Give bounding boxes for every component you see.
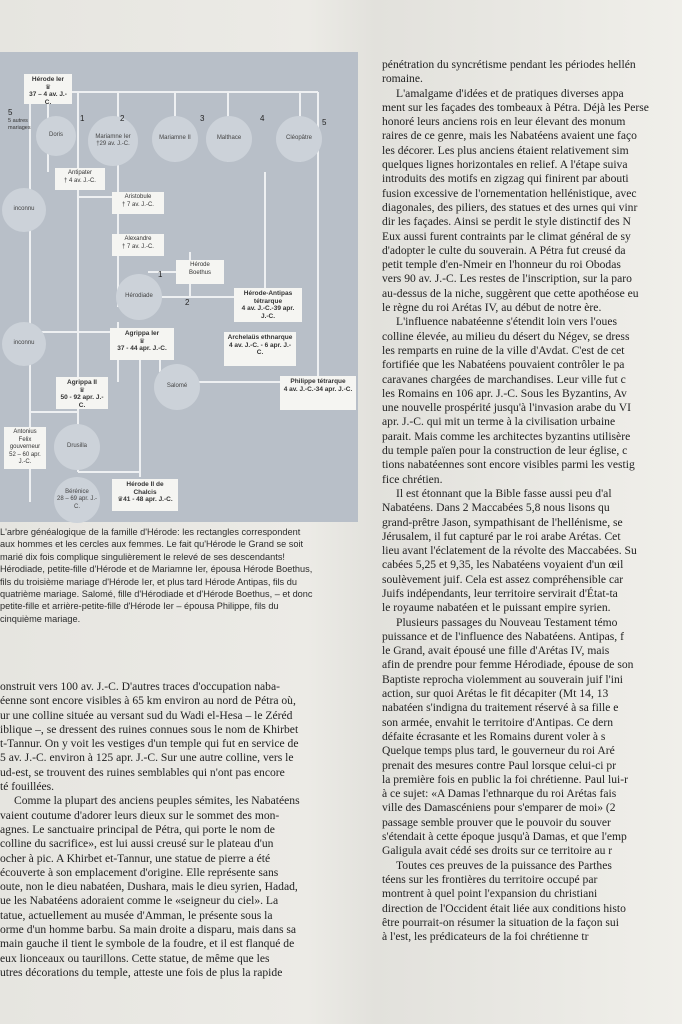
- text-line: L'influence nabatéenne s'étendit loin vers l'oues: [396, 315, 617, 329]
- agrippa-ii-label: Agrippa II: [67, 379, 97, 386]
- text-line: Comme la plupart des anciens peuples sémites, les Nabatéens: [14, 794, 300, 808]
- marriage-number: 1: [80, 114, 85, 123]
- crown-icon: ♛: [45, 83, 51, 91]
- caption-line: quatrième mariage. Salomé, fille d'Hérodiade et d'Hérode Boethus, – et donc: [0, 589, 313, 600]
- doris-label: Doris: [48, 132, 63, 139]
- text-line: vers 90 av. J.-C. Les restes de l'inscription, sur la paro: [382, 272, 632, 286]
- text-line: quelques lignes horizontales en relief. A l'étape suiva: [382, 158, 628, 172]
- circle-salome: [154, 364, 200, 410]
- text-line: d'adopter le culte du souverain. A Pétra fut creusé da: [382, 243, 626, 257]
- box-antonius-felix: [4, 427, 46, 469]
- caption-line: aux hommes et les cercles aux femmes. Le fait qu'Hérode le Grand se soit: [0, 539, 304, 550]
- text-line: eux lionceaux ou taurillons. Cette statue, de même que les: [0, 951, 270, 965]
- alexandre-dates: 7 av. J.-C.: [127, 243, 154, 250]
- text-line: pénétration du syncrétisme pendant les périodes hellén: [382, 58, 636, 71]
- antipater-label: Antipater: [67, 170, 92, 176]
- marriage-number: 5: [322, 118, 327, 127]
- drusilla-label: Drusilla: [66, 443, 87, 450]
- box-herode-ier: [24, 74, 72, 104]
- box-herode-boethus: [176, 260, 224, 284]
- text-line: être pourrait-on résumer la situation de la façon sui: [382, 915, 619, 929]
- text-line: lieu avant l'éclatement de la révolte des Maccabées. Su: [382, 544, 637, 558]
- caption-line: petite-fille et arrière-petite-fille d'Hérode Ier – épousa Philippe, fils du: [0, 601, 279, 612]
- cross-icon: †: [122, 201, 126, 208]
- text-line: petit temple d'en-Nmeir en l'honneur du roi Obodas: [382, 258, 621, 272]
- cross-icon: †: [96, 141, 100, 147]
- text-line: grand-prêtre Jason, sympathisant de l'hellénisme, se: [382, 515, 623, 529]
- text-line: Nabatéens. Dans 2 Maccabées 5,8 nous lisons qu: [382, 501, 610, 515]
- caption-line: fils du troisième mariage d'Hérode Ier, et plus tard Hérode Antipas, fils du: [0, 576, 297, 587]
- text-line: romaine.: [382, 72, 423, 86]
- text-line: utres décorations du temple, atteste une fois de plus la rapide: [0, 965, 283, 979]
- box-aristobule: [112, 192, 164, 214]
- box-archelaus: [224, 332, 296, 366]
- text-line: Juifs indépendants, leur territoire servirait d'État-ta: [382, 586, 618, 600]
- circle-drusilla: [54, 424, 100, 470]
- inconnu-label: inconnu: [13, 206, 35, 213]
- text-line: le règne du roi Arétas IV, au début de notre ère.: [382, 301, 602, 315]
- text-line: défaite écrasante et les Romains durent voler à s: [382, 729, 606, 743]
- text-line: agnes. Le sanctuaire principal de Pétra, qui porte le nom de: [0, 822, 275, 836]
- right-text-column: [382, 58, 682, 944]
- text-line: Il est étonnant que la Bible fasse aussi peu d'al: [396, 486, 612, 500]
- caption-line: cinquième mariage.: [0, 613, 81, 624]
- text-line: à ce sujet: «A Damas l'ethnarque du roi Arétas fais: [382, 787, 617, 801]
- text-line: Jérusalem, il fut capturé par le roi arabe Arétas. Cet: [382, 529, 621, 543]
- text-line: ue les Nabatéens adoraient comme le «seigneur du ciel». La: [0, 894, 279, 908]
- text-line: té fouillées.: [0, 780, 55, 794]
- text-line: les remparts en ruine de la ville d'Avdat. C'est de cet: [382, 343, 625, 357]
- text-line: iblique –, se dressent des ruines connues sous le nom de Khirbet: [0, 722, 299, 736]
- text-line: fusion excessive de l'ornementation hellénistique, avec: [382, 186, 637, 200]
- text-line: oute, non le dieu nabatéen, Dushara, mais le dieu syrien, Hadad,: [0, 880, 298, 894]
- text-line: L'amalgame d'idées et de pratiques diverses appa: [396, 86, 624, 100]
- text-line: du temple païen pour la construction de leur église, c: [382, 444, 628, 458]
- herode-ii-dates: 41 - 48 apr. J.-C.: [123, 496, 173, 503]
- inconnu-label: inconnu: [13, 340, 35, 347]
- crown-icon: ♛: [79, 386, 85, 394]
- herode-ier-dates: 37 – 4 av. J.-C.: [29, 91, 67, 106]
- text-line: Plusieurs passages du Nouveau Testament témo: [396, 615, 618, 629]
- herodiade-label: Hérodiade: [125, 293, 153, 300]
- box-agrippa-i: [110, 328, 174, 360]
- text-line: raires de ce genre, mais les Nabatéens avaient une faço: [382, 129, 637, 143]
- herode-ii-label: Hérode II de Chalcis: [126, 481, 164, 496]
- text-line: honoré leurs anciens rois en leur élevant des monum: [382, 115, 626, 129]
- text-line: montrent à quel point l'expansion du christiani: [382, 887, 598, 901]
- text-line: ocher à pic. A Khirbet et-Tannur, une statue de pierre a été: [0, 851, 271, 865]
- text-line: ur une colline située au versant sud du Wadi el-Hesa – le Zéréd: [0, 708, 293, 722]
- box-antipater: [55, 168, 105, 190]
- caption-line: Hérodiade, petite-fille d'Hérode et de Mariamne Ier, épousa Hérode Boethus,: [0, 564, 313, 575]
- text-line: action, sur quoi Arétas le fit décapiter (Mt 14, 13: [382, 687, 609, 701]
- philippe-dates: 4 av. J.-C.-34 apr. J.-C.: [283, 385, 353, 393]
- herode-ier-label: Hérode Ier: [31, 76, 65, 83]
- text-line: vaient coutume d'adorer leurs dieux sur le sommet des mon-: [0, 808, 280, 822]
- herode-boethus-label: Hérode Boethus: [188, 262, 212, 276]
- salome-label: Salomé: [166, 383, 188, 390]
- text-line: son armée, envahit le territoire d'Antipas. Ce dern: [382, 715, 613, 729]
- text-line: le royaume nabatéen et le puissant empire syrien.: [382, 601, 611, 615]
- marriage-number: 2: [120, 114, 125, 123]
- box-agrippa-ii: [56, 377, 108, 409]
- text-line: parait. Mais comme les architectes byzantins utilisère: [382, 429, 631, 443]
- text-line: colline élevée, au milieu du désert du Négev, se dress: [382, 329, 630, 343]
- text-line: le Grand, avait épousé une fille d'Arétas IV, mais: [382, 644, 610, 658]
- agrippa-ii-dates: 50 - 92 apr. J.-C.: [60, 394, 104, 409]
- other-marriages-note: 5 autres mariages: [8, 118, 31, 131]
- antipater-dates: 4 av. J.-C.: [69, 177, 96, 184]
- berenice-label: Bérénice: [65, 488, 89, 495]
- circle-mariamne-ii: [152, 116, 198, 162]
- agrippa-i-label: Agrippa Ier: [124, 330, 160, 337]
- aristobule-label: Aristobule: [124, 194, 152, 200]
- text-line: cabées 5,25 et 9,35, les Nabatéens voyaient d'un œil: [382, 558, 624, 572]
- antonius-label: Antonius Felix gouverneur: [9, 429, 41, 450]
- text-line: Eux aussi furent contraints par le climat général de sy: [382, 229, 631, 243]
- text-line: téens sur les frontières du territoire occupé par: [382, 872, 598, 886]
- text-line: les décorer. Les plus anciens étaient relativement sim: [382, 143, 629, 157]
- text-line: Toutes ces preuves de la puissance des Parthes: [396, 858, 612, 872]
- box-herode-ii: [112, 479, 178, 511]
- text-line: fice chrétien.: [382, 472, 443, 486]
- text-line: onstruit vers 100 av. J.-C. D'autres traces d'occupation naba-: [0, 680, 280, 693]
- malthace-label: Malthace: [216, 135, 242, 142]
- text-line: s'étendait à cette époque jusqu'à Damas, et que l'emp: [382, 830, 627, 844]
- cleopatre-label: Cléopâtre: [285, 135, 312, 142]
- text-line: afin de prendre pour femme Hérodiade, épouse de son: [382, 658, 634, 672]
- text-line: éenne sont encore visibles à 65 km environ au nord de Pétra où,: [0, 694, 296, 708]
- circle-doris: [36, 116, 76, 156]
- box-herode-antipas: [234, 288, 302, 322]
- text-line: ment sur les façades des tombeaux à Pétra. Déjà les Perse: [382, 100, 649, 114]
- text-line: fortifiée que les Nabatéens pouvaient contrôler le pa: [382, 358, 625, 372]
- circle-malthace: [206, 116, 252, 162]
- text-line: à l'est, les prédicateurs de la foi chrétienne tr: [382, 930, 589, 944]
- marriage-number: 3: [200, 114, 205, 123]
- text-line: tatue, actuellement au musée d'Amman, le présente sous la: [0, 908, 273, 922]
- text-line: Galigula avait cédé ses droits sur ce territoire au r: [382, 844, 613, 858]
- box-alexandre: [112, 234, 164, 256]
- circle-inconnu-2: [2, 322, 46, 366]
- mariamne-i-label: Mariamne Ier: [95, 133, 131, 140]
- text-line: prenait des mesures contre Paul lorsque celui-ci pr: [382, 758, 617, 772]
- circle-cleopatre: [276, 116, 322, 162]
- marriage-number: 1: [158, 270, 163, 279]
- alexandre-label: Alexandre: [124, 236, 152, 242]
- text-line: caravanes chargées de marchandises. Leur ville fut c: [382, 372, 626, 386]
- text-line: nabatéen s'indigna du traitement réservé à sa fille e: [382, 701, 619, 715]
- text-line: ville des Damascéniens pour s'emparer de moi» (2: [382, 801, 616, 815]
- circle-mariamne-i: [88, 116, 138, 166]
- philippe-label: Philippe tétrarque: [290, 378, 346, 385]
- circle-herodiade: [116, 274, 162, 320]
- figure-caption: [0, 526, 362, 625]
- text-line: orme d'un homme barbu. Sa main droite a disparu, mais dans sa: [0, 923, 297, 937]
- text-line: introduits des motifs en zigzag qui finirent par abouti: [382, 172, 629, 186]
- text-line: colline du sacrifice», est lui aussi creusé sur le plateau d'un: [0, 837, 274, 851]
- text-line: Quelque temps plus tard, le gouverneur du roi Aré: [382, 744, 615, 758]
- cross-icon: †: [64, 177, 68, 184]
- herode-antipas-label: Hérode-Antipas tétrarque: [243, 290, 293, 305]
- circle-berenice: [54, 477, 100, 523]
- text-line: passage semble prouver que le pouvoir du souver: [382, 815, 611, 829]
- text-line: direction de l'Occident était liée aux conditions histo: [382, 901, 626, 915]
- caption-line: L'arbre généalogique de la famille d'Hérode: les rectangles correspondent: [0, 527, 301, 537]
- text-line: tions nabatéennes sont encore visibles parmi les vestig: [382, 458, 635, 472]
- agrippa-i-dates: 37 - 44 apr. J.-C.: [117, 345, 167, 352]
- archelaus-dates: 4 av. J.-C. - 6 apr. J.-C.: [228, 341, 292, 356]
- crown-icon: ♛: [139, 337, 145, 345]
- box-philippe: [280, 376, 356, 410]
- mariamne-ii-label: Mariamne II: [159, 135, 191, 142]
- text-line: la première fois en public la foi chrétienne. Paul lui-r: [382, 772, 628, 786]
- text-line: une nouvelle prospérité jusqu'à l'invasion arabe du VI: [382, 401, 631, 415]
- herode-antipas-dates: 4 av. J.-C.-39 apr. J.-C.: [241, 305, 295, 320]
- archelaus-label: Archelaüs ethnarque: [227, 334, 293, 341]
- text-line: puissance et de l'influence des Nabatéens. Antipas, f: [382, 629, 624, 643]
- text-line: 5 av. J.-C. environ à 125 apr. J.-C. Sur une autre colline, vers le: [0, 751, 294, 765]
- cross-icon: †: [122, 243, 126, 250]
- marriage-number: 2: [185, 298, 190, 307]
- marriage-number: 4: [260, 114, 265, 123]
- text-line: main gauche il tient le symbole de la foudre, et il est flanqué de: [0, 937, 295, 951]
- text-line: soulèvement juif. Cela est assez compréhensible car: [382, 572, 624, 586]
- mariamne-i-dates: 29 av. J.-C.: [99, 141, 130, 147]
- genealogy-figure: [0, 52, 358, 522]
- caption-line: marié dix fois complique singulièrement le relevé de ses descendants!: [0, 551, 285, 562]
- crown-icon: ♛: [117, 496, 124, 503]
- text-line: apr. J.-C. qui mit un terme à la civilisation urbaine: [382, 415, 616, 429]
- text-line: ud-est, se trouvent des ruines semblables qui n'ont pas encore: [0, 765, 285, 779]
- text-line: Baptiste reprocha violemment au souverain juif l'ini: [382, 672, 623, 686]
- circle-inconnu-1: [2, 188, 46, 232]
- antonius-dates: 52 – 60 apr. J.-C.: [9, 451, 41, 465]
- aristobule-dates: 7 av. J.-C.: [127, 201, 154, 208]
- berenice-dates: 28 – 69 apr. J.-C.: [56, 496, 98, 510]
- left-text-column: [0, 680, 362, 980]
- text-line: diagonales, des piliers, des statues et des urnes qui vinr: [382, 200, 638, 214]
- text-line: dir les façades. Ainsi se perdit le style distinctif des N: [382, 215, 631, 229]
- text-line: écouverte à son emplacement d'origine. Elle représente sans: [0, 865, 279, 879]
- text-line: au-dessus de la niche, suggèrent que cette apothéose eu: [382, 286, 639, 300]
- text-line: les Romains en 106 apr. J.-C. Sous les Byzantins, Av: [382, 386, 627, 400]
- text-line: t-Tannur. On y voit les vestiges d'un temple qui fut en service de: [0, 737, 299, 751]
- marriage-number: 5: [8, 108, 13, 117]
